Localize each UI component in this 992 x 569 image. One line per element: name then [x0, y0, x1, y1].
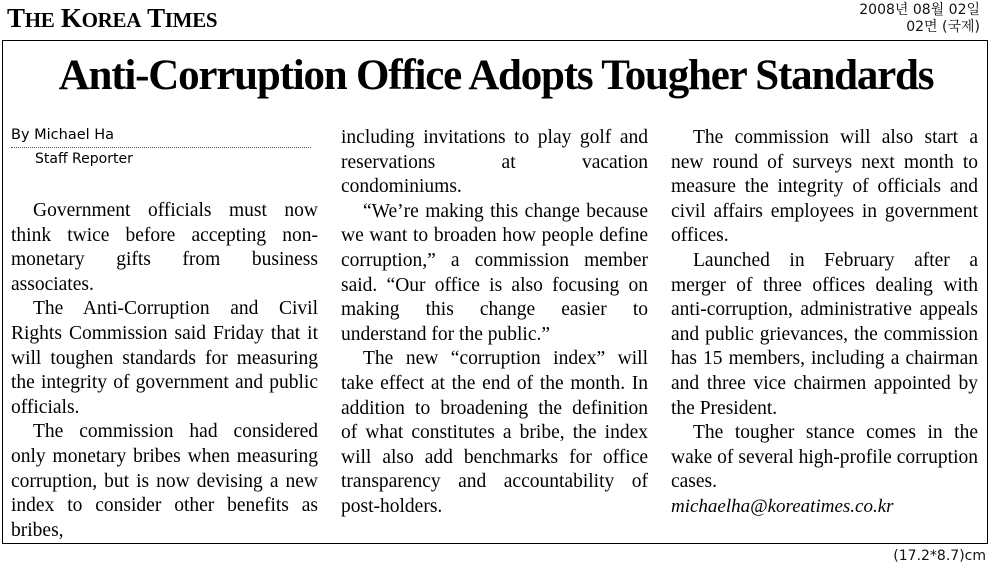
- column-2-paragraph-3: The new “corruption index” will take effect at the end of the month. In addition to broadening the definition of what constitutes a bribe, the index will also add benchmarks for office transparency and accountability of post-holders.: [341, 348, 648, 517]
- column-3-paragraph-3: The tougher stance comes in the wake of several high-profile corruption cases.: [671, 422, 978, 493]
- publication-meta: [859, 2, 980, 36]
- article-column-1: [11, 126, 318, 543]
- masthead-letter-t: T: [7, 3, 25, 33]
- column-2-paragraph-2: “We’re making this change because we want to broaden how people define corruption,” a commission member said. “Our office is also focusing on making this change easier to understand for the public.”: [341, 200, 648, 345]
- article-byline-role: Staff Reporter: [35, 151, 133, 167]
- column-1-paragraph-1: Government officials must now think twice before accepting non-monetary gifts from business associates.: [11, 200, 318, 295]
- masthead-letter-k: K: [60, 3, 82, 33]
- article-byline: By Michael Ha: [11, 126, 311, 148]
- publication-page: 02면 (국제): [906, 19, 980, 35]
- clipping-size: (17.2*8.7)cm: [893, 548, 986, 564]
- article-column-2: [341, 126, 648, 520]
- publication-masthead: [7, 2, 217, 36]
- column-2-paragraph-1: including invitations to play golf and reservations at vacation condominiums.: [341, 127, 648, 198]
- masthead-letter-t2: T: [147, 3, 165, 33]
- publication-date: 2008년 08월 02일: [859, 2, 980, 18]
- column-1-paragraph-3: The commission had considered only monetary bribes when measuring corruption, but is now devising a new index to consider other benefits as bribes,: [11, 421, 318, 541]
- article-column-3: [671, 126, 978, 519]
- masthead-he: HE: [24, 8, 55, 32]
- author-email: michaelha@koreatimes.co.kr: [671, 495, 894, 517]
- column-3-paragraph-2: Launched in February after a merger of three offices dealing with anti-corruption, administrative appeals and public grievances, the commission has 15 members, including a chairman and three vice chairmen appointed by the President.: [671, 249, 978, 419]
- masthead-imes: IMES: [164, 8, 218, 32]
- article-headline: Anti-Corruption Office Adopts Tougher Standards: [58, 52, 934, 99]
- masthead-orea: OREA: [81, 8, 142, 32]
- column-3-paragraph-1: The commission will also start a new round of surveys next month to measure the integrity of officials and civil affairs employees in government offices.: [671, 127, 978, 247]
- column-1-paragraph-2: The Anti-Corruption and Civil Rights Commission said Friday that it will toughen standards for measuring the integrity of government and public officials.: [11, 298, 318, 418]
